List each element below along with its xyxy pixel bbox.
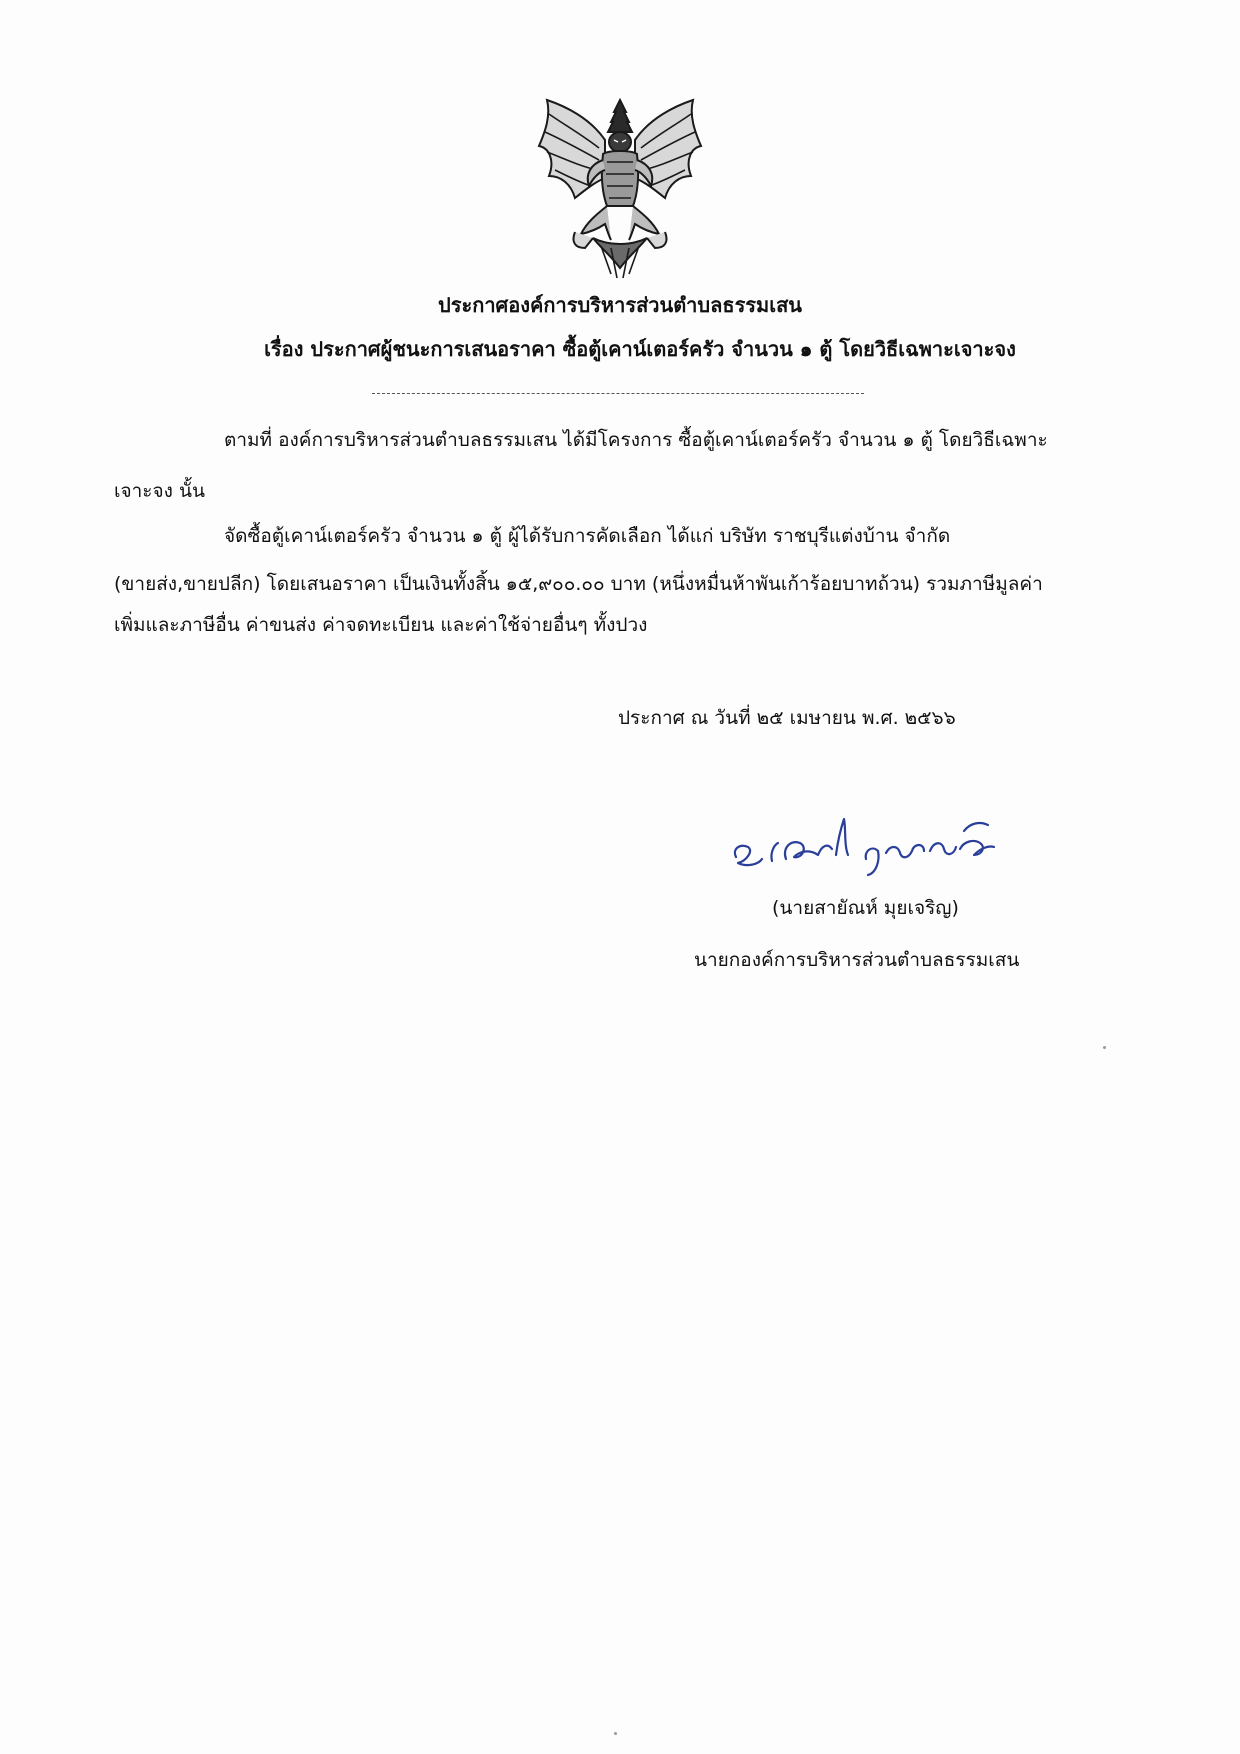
header-divider — [372, 393, 864, 394]
scan-speck — [1103, 1046, 1106, 1049]
paragraph-2-line-3: เพิ่มและภาษีอื่น ค่าขนส่ง ค่าจดทะเบียน และค่าใช้จ่ายอื่นๆ ทั้งปวง — [114, 614, 648, 636]
scan-speck — [614, 1732, 617, 1735]
announcement-date: ประกาศ ณ วันที่ ๒๕ เมษายน พ.ศ. ๒๕๖๖ — [618, 707, 956, 729]
paragraph-1-line-1: ตามที่ องค์การบริหารส่วนตำบลธรรมเสน ได้มีโครงการ ซื้อตู้เคาน์เตอร์ครัว จำนวน ๑ ตู้ โดยวิธีเฉพาะ — [224, 429, 1048, 451]
paragraph-2-line-2: (ขายส่ง,ขายปลีก) โดยเสนอราคา เป็นเงินทั้งสิ้น ๑๕,๙๐๐.๐๐ บาท (หนึ่งหมื่นห้าพันเก้าร้อยบาทถ้วน) รวมภาษีมูลค่า — [114, 573, 1043, 595]
signatory-position: นายกองค์การบริหารส่วนตำบลธรรมเสน — [694, 949, 1020, 971]
signatory-name: (นายสายัณห์ มุยเจริญ) — [772, 897, 959, 919]
garuda-emblem-icon — [535, 98, 705, 280]
announcement-subject: เรื่อง ประกาศผู้ชนะการเสนอราคา ซื้อตู้เคาน์เตอร์ครัว จำนวน ๑ ตู้ โดยวิธีเฉพาะเจาะจง — [264, 337, 1016, 361]
paragraph-1-line-2: เจาะจง นั้น — [114, 480, 205, 502]
announcement-heading: ประกาศองค์การบริหารส่วนตำบลธรรมเสน — [438, 293, 802, 317]
handwritten-signature — [728, 815, 998, 877]
paragraph-2-line-1: จัดซื้อตู้เคาน์เตอร์ครัว จำนวน ๑ ตู้ ผู้ได้รับการคัดเลือก ได้แก่ บริษัท ราชบุรีแต่งบ้าน จำกัด — [224, 525, 951, 547]
